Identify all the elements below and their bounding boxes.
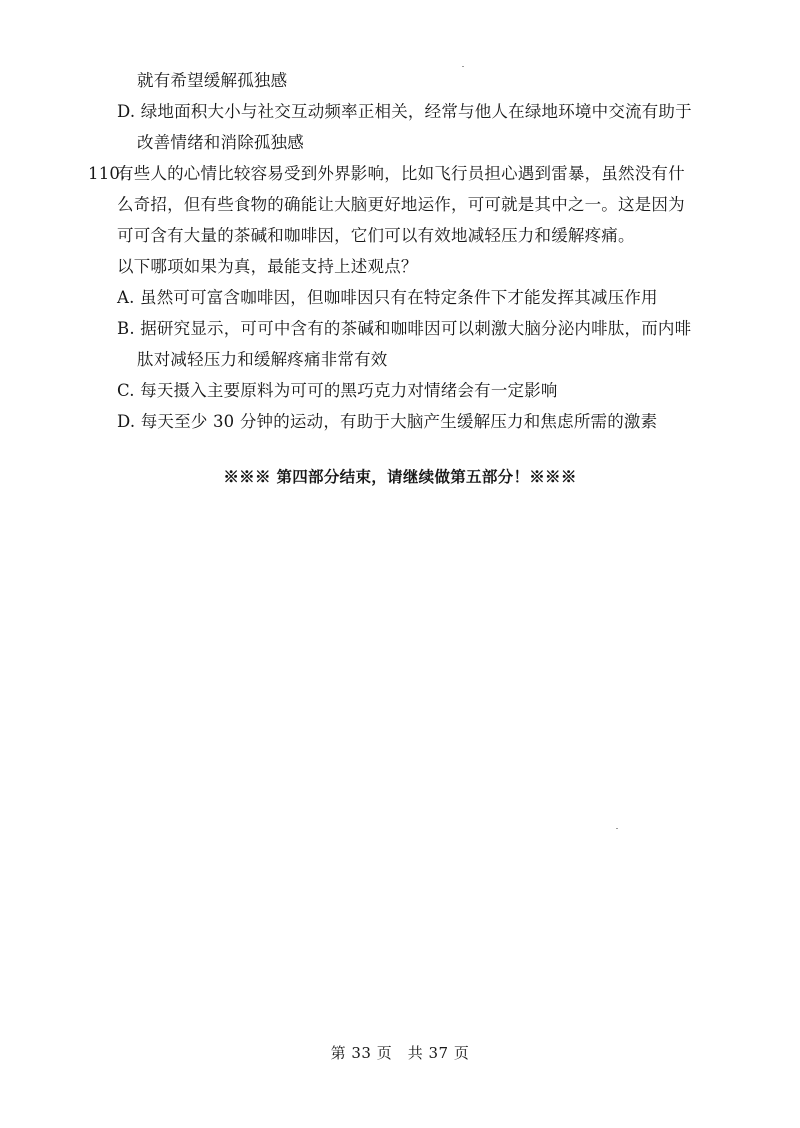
page-number-footer: 第 33 页 共 37 页 xyxy=(330,1044,470,1062)
prev-option-continuation: 就有希望缓解孤独感 xyxy=(137,71,288,90)
question-stem-line-3: 可可含有大量的茶碱和咖啡因，它们可以有效地减轻压力和缓解疼痛。 xyxy=(117,226,635,245)
option-b-line-1: B. 据研究显示，可可中含有的茶碱和咖啡因可以刺激大脑分泌内啡肽，而内啡 xyxy=(117,319,692,338)
prev-option-d-line-2: 改善情绪和消除孤独感 xyxy=(137,133,304,152)
scan-speck xyxy=(462,66,464,67)
option-c: C. 每天摄入主要原料为可可的黑巧克力对情绪会有一定影响 xyxy=(117,381,558,400)
question-number: 110. xyxy=(88,164,126,183)
option-a: A. 虽然可可富含咖啡因，但咖啡因只有在特定条件下才能发挥其减压作用 xyxy=(117,288,658,307)
question-prompt: 以下哪项如果为真，最能支持上述观点？ xyxy=(117,257,418,276)
option-b-line-2: 肽对减轻压力和缓解疼痛非常有效 xyxy=(137,350,388,369)
prev-option-d-line-1: D. 绿地面积大小与社交互动频率正相关，经常与他人在绿地环境中交流有助于 xyxy=(117,102,692,121)
question-stem-line-1: 有些人的心情比较容易受到外界影响，比如飞行员担心遇到雷暴，虽然没有什 xyxy=(117,164,685,183)
section-end-banner: ※※※ 第四部分结束，请继续做第五部分！※※※ xyxy=(223,467,577,486)
scan-speck xyxy=(616,828,618,829)
option-d: D. 每天至少 30 分钟的运动，有助于大脑产生缓解压力和焦虑所需的激素 xyxy=(117,412,658,431)
question-stem-line-2: 么奇招，但有些食物的确能让大脑更好地运作，可可就是其中之一。这是因为 xyxy=(117,195,685,214)
